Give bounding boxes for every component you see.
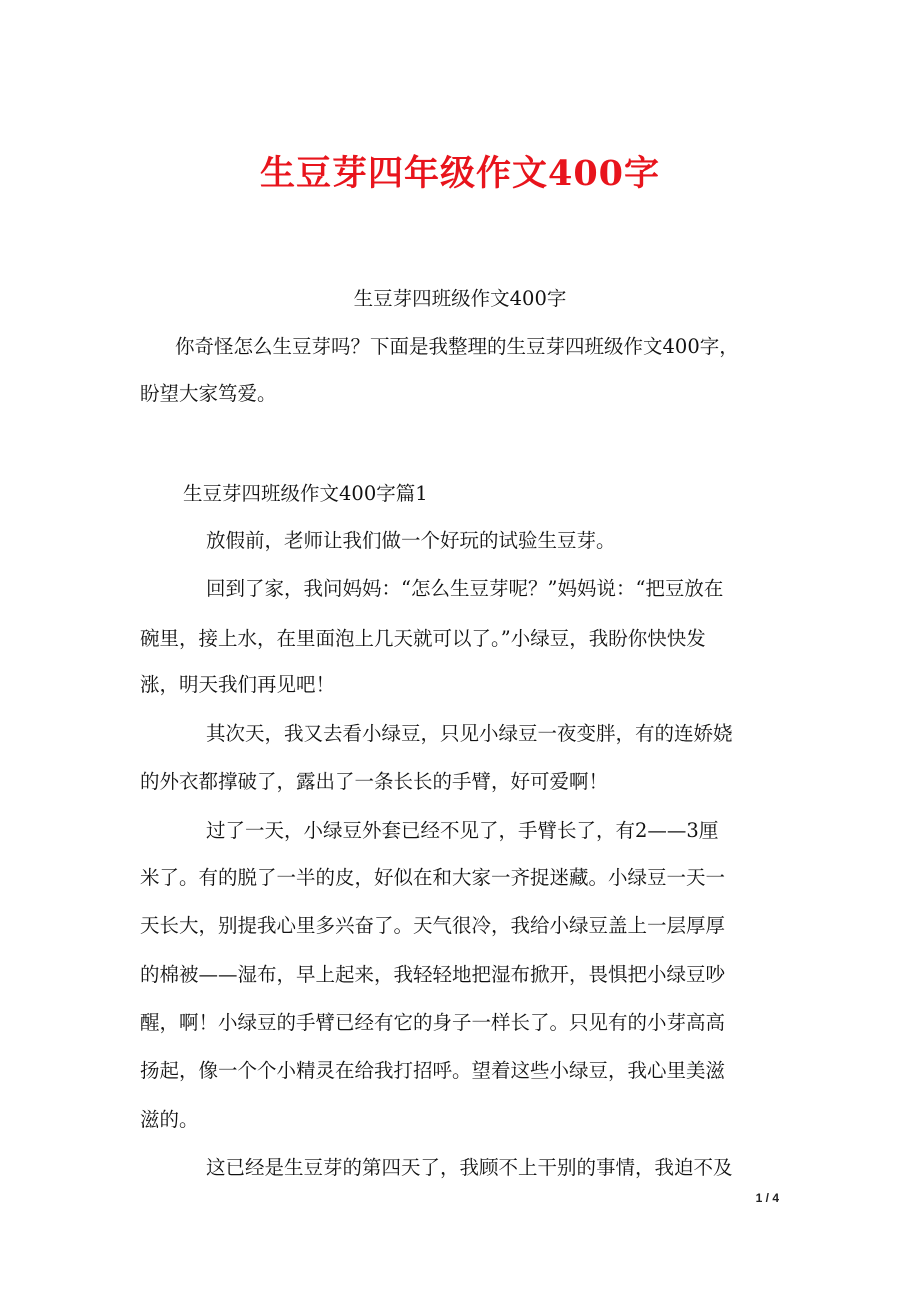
body-line: 的棉被——湿布，早上起来，我轻轻地把湿布掀开，畏惧把小绿豆吵 bbox=[140, 963, 726, 986]
body-line: 滋的。 bbox=[140, 1108, 199, 1131]
body-line: 放假前，老师让我们做一个好玩的试验生豆芽。 bbox=[206, 529, 616, 552]
body-line: 天长大，别提我心里多兴奋了。天气很冷，我给小绿豆盖上一层厚厚 bbox=[140, 914, 726, 937]
body-line: 回到了家，我问妈妈：“怎么生豆芽呢？”妈妈说：“把豆放在 bbox=[206, 577, 724, 600]
body-line: 醒，啊！小绿豆的手臂已经有它的身子一样长了。只见有的小芽高高 bbox=[140, 1011, 726, 1034]
body-line: 米了。有的脱了一半的皮，好似在和大家一齐捉迷藏。小绿豆一天一 bbox=[140, 866, 726, 889]
body-line: 的外衣都撑破了，露出了一条长长的手臂，好可爱啊！ bbox=[140, 770, 609, 793]
body-line: 这已经是生豆芽的第四天了，我顾不上干别的事情，我迫不及 bbox=[206, 1156, 733, 1179]
body-line: 碗里，接上水，在里面泡上几天就可以了。”小绿豆，我盼你快快发 bbox=[140, 627, 706, 650]
section-heading: 生豆芽四班级作文400字篇1 bbox=[183, 482, 428, 505]
body-line: 扬起，像一个个小精灵在给我打招呼。望着这些小绿豆，我心里美滋 bbox=[140, 1059, 726, 1082]
document-subtitle: 生豆芽四班级作文400字 bbox=[353, 287, 567, 310]
intro-line: 盼望大家笃爱。 bbox=[140, 382, 277, 405]
page-number: 1 / 4 bbox=[755, 1191, 779, 1205]
body-line: 过了一天，小绿豆外套已经不见了，手臂长了，有2——3厘 bbox=[206, 819, 719, 842]
body-line: 其次天，我又去看小绿豆，只见小绿豆一夜变胖，有的连娇娆 bbox=[206, 722, 733, 745]
intro-line: 你奇怪怎么生豆芽吗？下面是我整理的生豆芽四班级作文400字， bbox=[175, 335, 739, 358]
document-title: 生豆芽四年级作文400字 bbox=[259, 153, 661, 194]
body-line: 涨，明天我们再见吧！ bbox=[140, 673, 336, 696]
